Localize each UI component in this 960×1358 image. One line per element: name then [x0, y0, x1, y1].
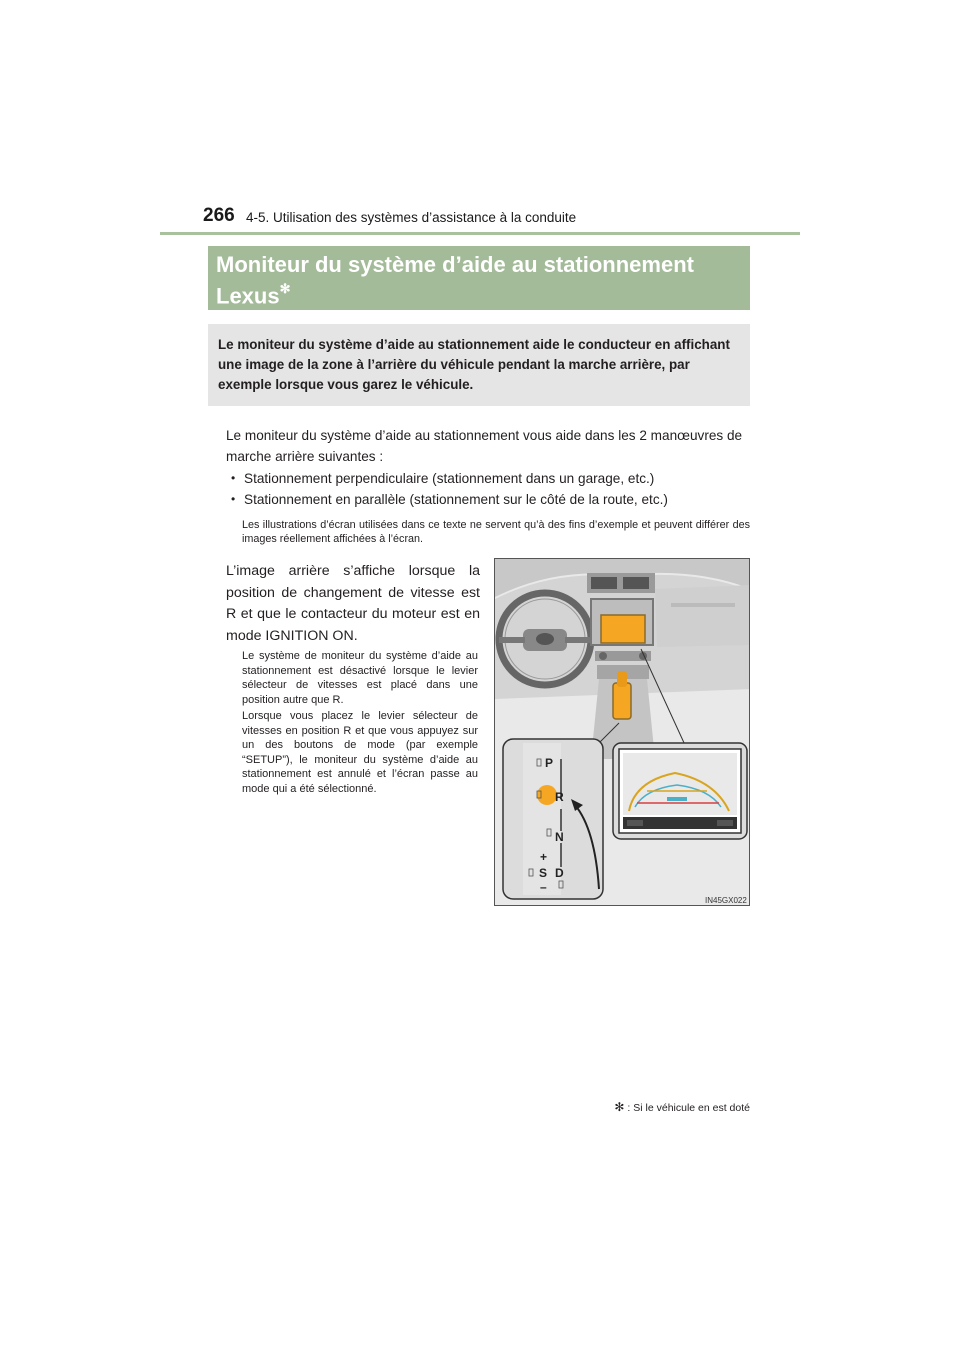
- intro-box: [208, 324, 750, 406]
- note-setup: Lorsque vous placez le levier sélecteur de vitesses en position R et que vous appuyez sur un des boutons de mode (par exemple “SETUP”), le moniteur du système d’aide au stationnement est annulé et l’écran passe au mode qui a été sélectionné.: [242, 710, 478, 795]
- gear-label-p: P: [545, 756, 554, 770]
- body-paragraph-2: L’image arrière s’affiche lorsque la position de changement de vitesse est R et que le contacteur du moteur est en mode IGNITION ON.: [226, 563, 480, 644]
- title-box: [208, 246, 750, 310]
- intro-text: Le moniteur du système d’aide au stationnement aide le conducteur en affichant une image de la zone à l’arrière du véhicule pendant la marche arrière, par exemple lorsque vous garez le véhicule.: [218, 337, 730, 392]
- title-text: Moniteur du système d’aide au stationnement Lexus: [216, 252, 694, 309]
- page-number: 266: [203, 205, 235, 226]
- footnote-mark: ✻: [614, 1100, 625, 1114]
- gear-label-n: N: [555, 830, 564, 844]
- page-title: [216, 252, 736, 309]
- gear-label-d: D: [555, 866, 564, 880]
- note-illustrations: Les illustrations d’écran utilisées dans ce texte ne servent qu’à des fins d’exemple et peuvent différer des images réellement affichées à l’écran.: [242, 519, 750, 545]
- gear-label-plus: +: [540, 850, 548, 864]
- header-rule: [160, 232, 800, 235]
- bullet-item: • Stationnement perpendiculaire (stationnement dans un garage, etc.): [226, 468, 750, 489]
- gear-label-r: R: [555, 790, 564, 804]
- title-mark: ✻: [279, 281, 291, 296]
- dashboard-figure: [494, 558, 750, 906]
- section-header: 4-5. Utilisation des systèmes d’assistance à la conduite: [246, 210, 577, 225]
- note-deactivated: Le système de moniteur du système d’aide au stationnement est désactivé lorsque le levier sélecteur de vitesses est placé dans une position autre que R.: [242, 650, 478, 706]
- gear-label-s: S: [539, 866, 548, 880]
- dashboard-illustration: [495, 559, 750, 906]
- bullet-list: [226, 468, 750, 510]
- footnote: [614, 1100, 750, 1114]
- footnote-text: : Si le véhicule en est doté: [627, 1102, 750, 1114]
- gear-label-minus: –: [540, 880, 547, 894]
- bullet-item: • Stationnement en parallèle (stationnement sur le côté de la route, etc.): [226, 489, 750, 510]
- body-paragraph-1: Le moniteur du système d’aide au stationnement vous aide dans les 2 manœuvres de marche arrière suivantes :: [226, 428, 743, 464]
- figure-code: IN45GX022: [705, 896, 747, 905]
